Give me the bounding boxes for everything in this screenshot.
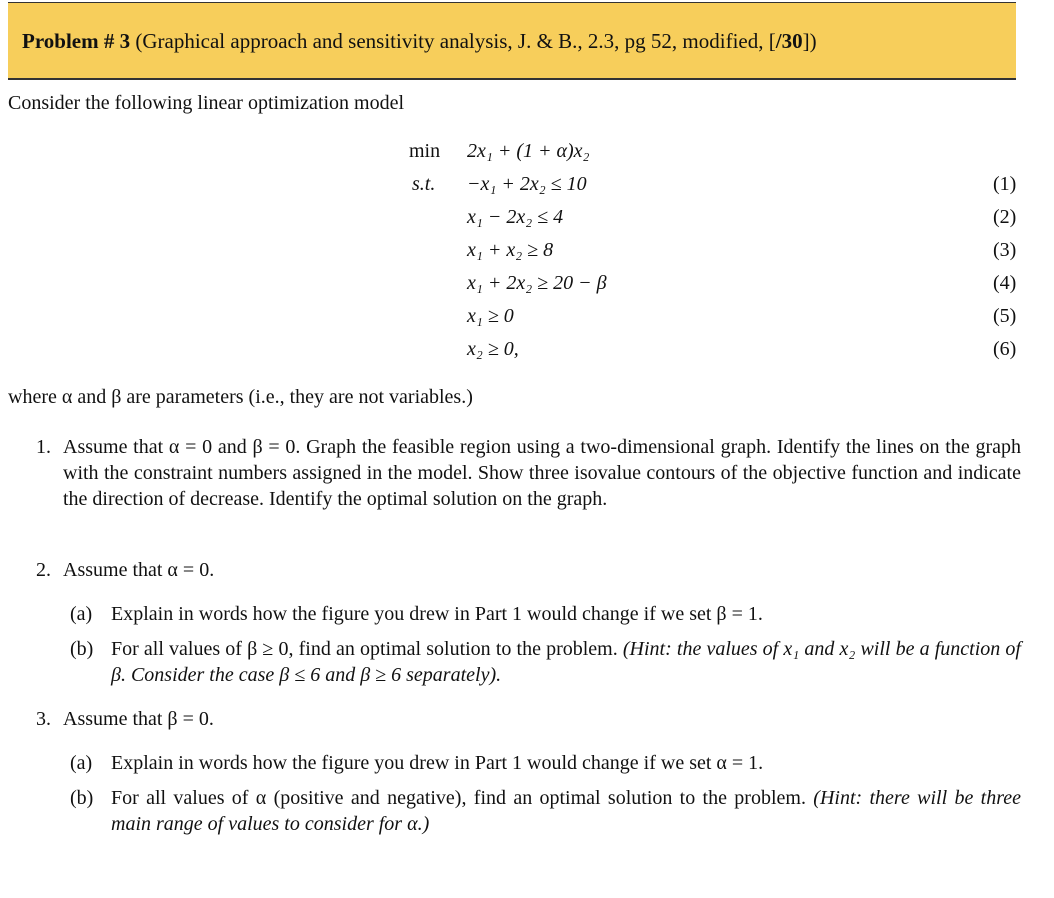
question-label: 1. — [36, 436, 51, 458]
constraint-expression: −x₁ + 2x₂ ≤ 10 — [467, 173, 587, 195]
parameters-note: where α and β are parameters (i.e., they are not variables.) — [8, 386, 473, 408]
constraint-number: (1) — [993, 173, 1017, 195]
question-label: 2. — [36, 559, 51, 581]
constraint-row — [0, 239, 1040, 267]
constraint-number: (4) — [993, 272, 1017, 294]
part-content — [111, 636, 1021, 688]
constraint-number: (6) — [993, 338, 1017, 360]
part-text: For all values of α (positive and negative), find an optimal solution to the problem. — [111, 787, 806, 809]
constraint-number: (5) — [993, 305, 1017, 327]
question-text: Assume that β = 0. — [63, 708, 214, 730]
question-text: Assume that α = 0 and β = 0. Graph the feasible region using a two-dimensional graph. Identify the lines on the graph with the constraint numbers assigned in the model. Show three isovalue contours of the objective function and indicate the direction of decrease. Identify the optimal solution on the graph. — [63, 436, 1021, 510]
part-label: (b) — [70, 787, 94, 809]
question-text: Assume that α = 0. — [63, 559, 215, 581]
hint-text: (Hint: the values of x₁ and x₂ will be a function of β. Consider the case β ≤ 6 and β ≥ 6 separately). — [111, 638, 1021, 686]
constraint-expression: x₁ − 2x₂ ≤ 4 — [467, 206, 564, 228]
constraint-number: (3) — [993, 239, 1017, 261]
objective-row — [0, 140, 1040, 168]
part-label: (a) — [70, 603, 93, 625]
problem-number: Problem # 3 — [22, 29, 131, 53]
constraint-expression: x₁ + 2x₂ ≥ 20 − β — [467, 272, 607, 294]
part-text: Explain in words how the figure you drew in Part 1 would change if we set β = 1. — [111, 603, 763, 625]
constraint-number: (2) — [993, 206, 1017, 228]
problem-header — [8, 2, 1016, 80]
constraint-row — [0, 338, 1040, 366]
question-label: 3. — [36, 708, 51, 730]
constraint-expression: x₂ ≥ 0, — [467, 338, 519, 360]
constraint-row — [0, 173, 1040, 201]
problem-description: (Graphical approach and sensitivity analysis, J. & B., 2.3, pg 52, modified, [ — [130, 29, 776, 53]
problem-title — [22, 29, 817, 54]
constraint-row — [0, 206, 1040, 234]
constraint-row — [0, 305, 1040, 333]
part-label: (a) — [70, 752, 93, 774]
problem-score: /30 — [775, 29, 803, 53]
constraint-expression: x₁ ≥ 0 — [467, 305, 514, 327]
objective-expression: 2x₁ + (1 + α)x₂ — [467, 140, 590, 162]
constraint-expression: x₁ + x₂ ≥ 8 — [467, 239, 554, 261]
min-keyword: min — [409, 140, 441, 162]
part-label: (b) — [70, 638, 94, 660]
constraint-row — [0, 272, 1040, 300]
intro-text: Consider the following linear optimization model — [8, 92, 405, 114]
problem-title-end: ]) — [802, 29, 817, 53]
st-keyword: s.t. — [412, 173, 436, 195]
hint-text: (Hint: there will be three main range of values to consider for α.) — [111, 787, 1022, 835]
part-text: For all values of β ≥ 0, find an optimal solution to the problem. — [111, 638, 618, 660]
part-text: Explain in words how the figure you drew in Part 1 would change if we set α = 1. — [111, 752, 764, 774]
part-content — [111, 785, 1021, 837]
